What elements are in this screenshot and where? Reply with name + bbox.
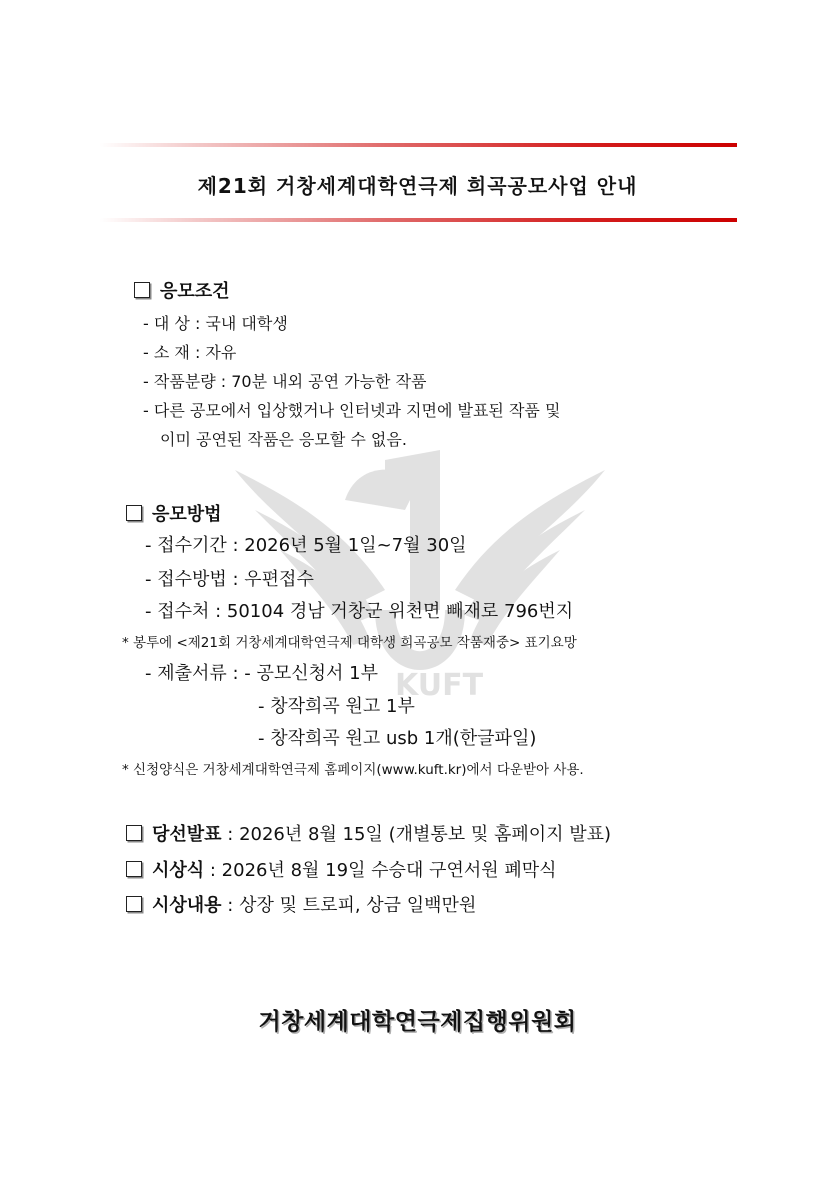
prize-row: 시상내용 : 상장 및 트로피, 상금 일백만원 bbox=[126, 891, 476, 917]
condition-length: - 작품분량 : 70분 내외 공연 가능한 작품 bbox=[143, 372, 427, 391]
method-way: - 접수방법 : 우편접수 bbox=[145, 569, 314, 590]
checkbox-icon bbox=[126, 861, 142, 877]
method-heading: 응모방법 bbox=[126, 500, 222, 526]
page-title: 제21회 거창세계대학연극제 희곡공모사업 안내 bbox=[197, 174, 638, 198]
checkbox-icon bbox=[126, 505, 142, 521]
checkbox-icon bbox=[134, 282, 150, 298]
watermark-text: KUFT bbox=[395, 668, 484, 703]
top-red-rule bbox=[100, 143, 737, 147]
condition-restriction: - 다른 공모에서 입상했거나 인터넷과 지면에 발표된 작품 및 bbox=[143, 401, 561, 420]
method-address: - 접수처 : 50104 경남 거창군 위천면 빼재로 796번지 bbox=[145, 601, 574, 622]
condition-subject: - 소 재 : 자유 bbox=[143, 343, 237, 362]
documents-1: - 제출서류 : - 공모신청서 1부 bbox=[145, 663, 378, 684]
ceremony-row: 시상식 : 2026년 8월 19일 수승대 구연서원 폐막식 bbox=[126, 856, 557, 882]
organizer-footer: 거창세계대학연극제집행위원회 bbox=[258, 1009, 577, 1035]
condition-target: - 대 상 : 국내 대학생 bbox=[143, 314, 288, 333]
checkbox-icon bbox=[126, 825, 142, 841]
method-period: - 접수기간 : 2026년 5월 1일~7월 30일 bbox=[145, 535, 467, 556]
form-note: * 신청양식은 거창세계대학연극제 홈페이지(www.kuft.kr)에서 다운받아 사용. bbox=[122, 762, 584, 778]
bottom-red-rule bbox=[100, 218, 737, 222]
documents-2: - 창작희곡 원고 1부 bbox=[258, 696, 415, 717]
condition-restriction-cont: 이미 공연된 작품은 응모할 수 없음. bbox=[160, 430, 407, 449]
checkbox-icon bbox=[126, 896, 142, 912]
conditions-heading: 응모조건 bbox=[134, 277, 230, 303]
envelope-note: * 봉투에 <제21회 거창세계대학연극제 대학생 희곡공모 작품재중> 표기요망 bbox=[122, 635, 577, 651]
documents-3: - 창작희곡 원고 usb 1개(한글파일) bbox=[258, 728, 537, 749]
announcement-row: 당선발표 : 2026년 8월 15일 (개별통보 및 홈페이지 발표) bbox=[126, 820, 611, 846]
